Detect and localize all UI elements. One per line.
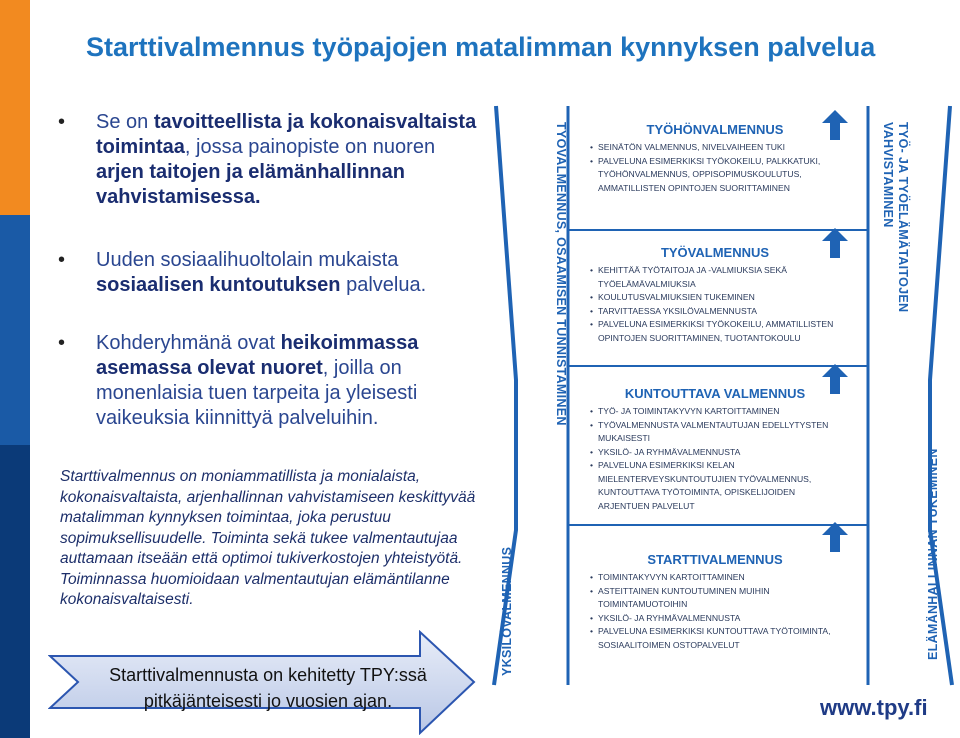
tpy-logo-link[interactable]: www.tpy.fi [820, 695, 928, 720]
section-starttivalmennus [590, 552, 840, 652]
bullet-text: Se on [96, 111, 154, 133]
bullet-text: Kohderyhmänä ovat [96, 332, 281, 354]
description-paragraph: Starttivalmennus on moniammatillista ja monialaista, kokonaisvaltaista, arjenhallinnan vahvistamiseen keskittyvää matalimman kynnyksen toimintaa, joka perustuu sopimuksellisuudelle. Toiminta sekä tukee valmentautujaa auttamaan itseään että optimoi tukiverkostojen yhteistyötä. Toiminnassa huomioidaan valmentautujan elämäntilanne kokonaisvaltaisesti. [60, 468, 476, 608]
label-tyovalmennus-osaaminen: TYÖVALMENNUS, OSAAMISEN TUNNISTAMINEN [554, 122, 568, 426]
section-item: • KOULUTUSVALMIUKSIEN TUKEMINEN [590, 291, 840, 305]
section-item: • PALVELUNA ESIMERKIKSI TYÖKOKEILU, PALKKATUKI, TYÖHÖNVALMENNUS, OPPISOPIMUSKOULUTUS, AMMATILLISTEN OPINTOJEN SUORITTAMINEN [590, 155, 840, 196]
bullet-item-2 [58, 248, 478, 298]
accent-stripe-blue [0, 215, 30, 445]
section-tyovalmennus [590, 245, 840, 345]
label-elamanhallinta: ELÄMÄNHALLINNAN TUKEMINEN [926, 448, 940, 660]
section-item: • YKSILÖ- JA RYHMÄVALMENNUSTA [590, 446, 840, 460]
section-item: • KEHITTÄÄ TYÖTAITOJA JA -VALMIUKSIA SEKÄ TYÖELÄMÄVALMIUKSIA [590, 264, 840, 291]
section-title: KUNTOUTTAVA VALMENNUS [624, 386, 806, 401]
section-title: STARTTIVALMENNUS [647, 552, 783, 567]
section-title: TYÖVALMENNUS [660, 245, 770, 260]
bullet-bold: heikoimmassa asemassa olevat nuoret [96, 332, 419, 379]
section-item: • TYÖVALMENNUSTA VALMENTAUTUJAN EDELLYTYSTEN MUKAISESTI [590, 419, 840, 446]
bullet-bold: sosiaalisen kuntoutuksen [96, 274, 341, 296]
bullet-text: Uuden sosiaalihuoltolain mukaista [96, 249, 399, 271]
section-item: • SEINÄTÖN VALMENNUS, NIVELVAIHEEN TUKI [590, 141, 840, 155]
bullet-item-1 [58, 110, 478, 210]
label-yksilovalmennus: YKSILÖVALMENNUS [500, 546, 514, 676]
funnel-diagram [488, 100, 960, 695]
section-item: • TOIMINTAKYVYN KARTOITTAMINEN [590, 571, 840, 585]
bullet-item-3 [58, 331, 478, 431]
accent-stripe-navy [0, 445, 30, 738]
bullet-text: palvelua. [340, 274, 427, 296]
section-item: • ASTEITTAINEN KUNTOUTUMINEN MUIHIN TOIMINTAMUOTOIHIN [590, 585, 840, 612]
up-arrow-icon [822, 522, 848, 552]
accent-stripe-orange [0, 0, 30, 215]
bullet-text: , joilla on monenlaisia tuen tarpeita ja yleisesti vaikeuksia kiinnittyä palveluihin. [96, 357, 418, 429]
label-tyoelamataidot: TYÖ- JA TYÖELÄMÄTAITOJEN VAHVISTAMINEN [881, 122, 910, 313]
bullet-bold: arjen taitojen ja elämänhallinnan vahvistamisessa. [96, 161, 405, 208]
section-item: • YKSILÖ- JA RYHMÄVALMENNUSTA [590, 612, 840, 626]
callout-line-1: Starttivalmennusta on kehitetty TPY:ssä [109, 665, 427, 685]
section-item: • PALVELUNA ESIMERKIKSI TYÖKOKEILU, AMMATILLISTEN OPINTOJEN SUORITTAMINEN, TUOTANTOKOULU [590, 318, 840, 345]
callout-text [88, 662, 448, 714]
section-tyohonvalmennus [590, 122, 840, 195]
bullet-list [58, 110, 478, 469]
section-item: • PALVELUNA ESIMERKIKSI KUNTOUTTAVA TYÖTOIMINTA, SOSIAALITOIMEN OSTOPALVELUT [590, 625, 840, 652]
section-item: • TARVITTAESSA YKSILÖVALMENNUSTA [590, 305, 840, 319]
section-title: TYÖHÖNVALMENNUS [646, 122, 784, 137]
section-item: • TYÖ- JA TOIMINTAKYVYN KARTOITTAMINEN [590, 405, 840, 419]
section-item: • PALVELUNA ESIMERKIKSI KELAN MIELENTERVEYSKUNTOUTUJIEN TYÖVALMENNUS, KUNTOUTTAVA TYÖTOIMINTA, OPISKELIJOIDEN ARJENTUEN PALVELUT [590, 459, 840, 513]
section-kuntouttava-valmennus [590, 386, 840, 513]
slide-title: Starttivalmennus työpajojen matalimman kynnyksen palvelua [86, 32, 876, 62]
bullet-text: , jossa painopiste on nuoren [184, 136, 436, 158]
bullet-bold: tavoitteellista ja kokonaisvaltaista toimintaa [96, 111, 477, 158]
callout-arrow [48, 630, 476, 735]
callout-line-2: pitkäjänteisesti jo vuosien ajan. [143, 691, 393, 711]
